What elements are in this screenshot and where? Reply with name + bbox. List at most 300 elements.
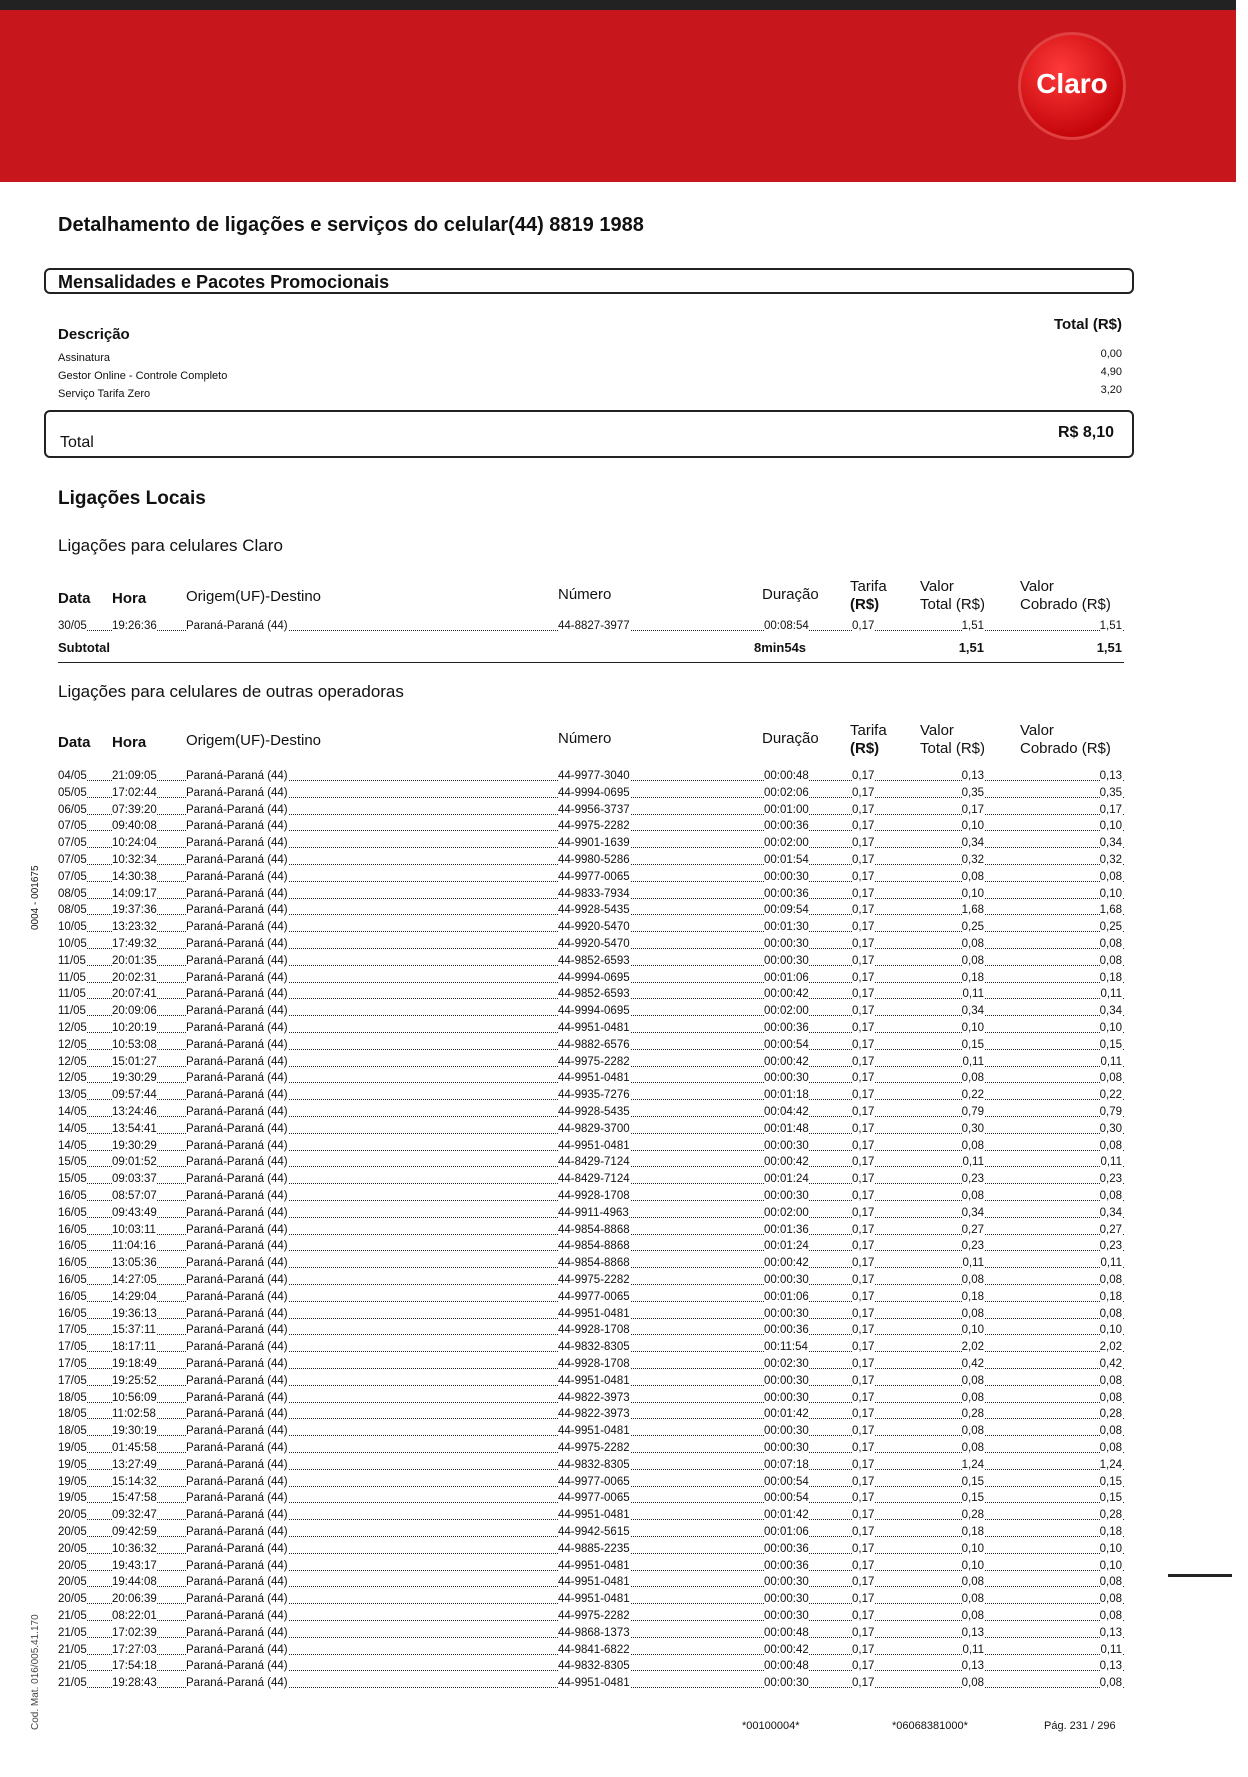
cell-time: 17:54:18 xyxy=(112,1660,157,1673)
cell-number: 44-9951-0481 xyxy=(558,1072,630,1085)
table-row xyxy=(58,1224,1124,1241)
cell-time: 10:24:04 xyxy=(112,837,157,850)
cell-number: 44-9841-6822 xyxy=(558,1643,630,1656)
cell-time: 07:39:20 xyxy=(112,803,157,816)
cell-rate: 0,17 xyxy=(852,1156,875,1169)
cell-charged: 0,10 xyxy=(1099,820,1122,833)
col-valor-total-2: Total (R$) xyxy=(920,740,986,757)
cell-date: 12/05 xyxy=(58,1072,87,1085)
footer-code-1: *00100004* xyxy=(742,1720,800,1732)
subtotal-label: Subtotal xyxy=(58,640,110,655)
col-data: Data xyxy=(58,734,91,751)
cell-time: 14:30:38 xyxy=(112,870,157,883)
cell-charged: 0,08 xyxy=(1099,1391,1122,1404)
col-tarifa: Tarifa xyxy=(850,722,887,739)
cell-date: 17/05 xyxy=(58,1341,87,1354)
cell-total: 0,34 xyxy=(961,1005,984,1018)
cell-total: 0,08 xyxy=(961,870,984,883)
cell-number: 44-9868-1373 xyxy=(558,1626,630,1639)
cell-route: Paraná-Paraná (44) xyxy=(186,1190,288,1202)
cell-rate: 0,17 xyxy=(852,1475,875,1488)
cell-rate: 0,17 xyxy=(852,1358,875,1370)
package-item-value: 3,20 xyxy=(1100,384,1122,396)
cell-rate: 0,17 xyxy=(852,1391,875,1404)
subtotal-rule xyxy=(58,662,1124,663)
cell-date: 20/05 xyxy=(58,1593,87,1606)
cell-route: Paraná-Paraná (44) xyxy=(186,1391,288,1404)
table-row xyxy=(58,854,1124,871)
cell-number: 44-9951-0481 xyxy=(558,1559,630,1572)
cell-route: Paraná-Paraná (44) xyxy=(186,1290,288,1303)
cell-number: 44-9854-8868 xyxy=(558,1223,630,1236)
cell-total: 0,08 xyxy=(961,1425,984,1438)
cell-total: 0,25 xyxy=(961,921,984,934)
cell-number: 44-9975-2282 xyxy=(558,1610,630,1622)
cell-time: 11:04:16 xyxy=(112,1240,156,1253)
subtotal-total: 1,51 xyxy=(958,640,984,655)
cell-total: 0,22 xyxy=(961,1089,984,1102)
cell-rate: 0,17 xyxy=(852,1240,875,1253)
cell-total: 0,08 xyxy=(961,1442,984,1454)
cell-rate: 0,17 xyxy=(852,1274,875,1286)
cell-charged: 0,08 xyxy=(1099,1677,1122,1690)
cell-time: 19:26:36 xyxy=(112,620,157,632)
cell-route: Paraná-Paraná (44) xyxy=(186,1576,288,1589)
cell-date: 20/05 xyxy=(58,1542,87,1555)
table-row xyxy=(58,1660,1124,1677)
package-item-label: Serviço Tarifa Zero xyxy=(58,388,151,400)
cell-route: Paraná-Paraná (44) xyxy=(186,1022,288,1034)
table-row xyxy=(58,1560,1124,1577)
cell-total: 0,11 xyxy=(962,1643,984,1656)
cell-route: Paraná-Paraná (44) xyxy=(186,1072,288,1085)
table-row xyxy=(58,1324,1124,1341)
cell-date: 18/05 xyxy=(58,1391,87,1404)
cell-route: Paraná-Paraná (44) xyxy=(186,786,288,799)
cell-duration: 00:01:42 xyxy=(764,1509,809,1522)
table-row xyxy=(58,1156,1124,1173)
cell-total: 0,11 xyxy=(962,1055,984,1068)
cell-rate: 0,17 xyxy=(852,1542,875,1555)
cell-time: 17:02:44 xyxy=(112,786,157,799)
table-row xyxy=(58,1123,1124,1140)
cell-total: 0,08 xyxy=(961,1307,984,1320)
table-row xyxy=(58,1341,1124,1358)
cell-rate: 0,17 xyxy=(852,938,875,950)
cell-route: Paraná-Paraná (44) xyxy=(186,1559,288,1572)
cell-time: 20:06:39 xyxy=(112,1593,157,1606)
cell-charged: 0,13 xyxy=(1099,770,1122,782)
table-row xyxy=(58,1005,1124,1022)
cell-number: 44-9920-5470 xyxy=(558,938,630,950)
cell-charged: 0,08 xyxy=(1099,954,1122,967)
cell-number: 44-9833-7934 xyxy=(558,887,630,900)
cell-route: Paraná-Paraná (44) xyxy=(186,770,288,782)
table-row xyxy=(58,1022,1124,1039)
cell-time: 19:37:36 xyxy=(112,904,157,917)
cell-route: Paraná-Paraná (44) xyxy=(186,1324,288,1337)
package-item-label: Gestor Online - Controle Completo xyxy=(58,370,228,382)
cell-number: 44-9832-8305 xyxy=(558,1458,630,1471)
cell-total: 0,18 xyxy=(961,971,984,984)
cell-duration: 00:00:54 xyxy=(764,1038,809,1051)
cell-charged: 0,10 xyxy=(1099,887,1122,900)
cell-charged: 1,51 xyxy=(1099,620,1122,632)
packages-total-box xyxy=(44,410,1134,458)
table-row xyxy=(58,904,1124,921)
cell-rate: 0,17 xyxy=(852,1089,875,1102)
package-item-value: 0,00 xyxy=(1100,348,1122,360)
cell-route: Paraná-Paraná (44) xyxy=(186,971,288,984)
page-number: Pág. 231 / 296 xyxy=(1044,1720,1116,1732)
cell-total: 0,08 xyxy=(961,1391,984,1404)
cell-time: 17:49:32 xyxy=(112,938,157,950)
cell-route: Paraná-Paraná (44) xyxy=(186,1274,288,1286)
cell-duration: 00:00:48 xyxy=(764,1660,809,1673)
cell-time: 09:40:08 xyxy=(112,820,157,833)
cell-date: 06/05 xyxy=(58,803,87,816)
cell-duration: 00:02:06 xyxy=(764,786,809,799)
cell-route: Paraná-Paraná (44) xyxy=(186,1106,288,1118)
cell-charged: 0,08 xyxy=(1099,1442,1122,1454)
cell-number: 44-9854-8868 xyxy=(558,1240,630,1253)
cell-charged: 0,18 xyxy=(1099,971,1122,984)
cell-rate: 0,17 xyxy=(852,954,875,967)
cell-duration: 00:07:18 xyxy=(764,1458,809,1471)
cell-date: 19/05 xyxy=(58,1475,87,1488)
cell-time: 09:32:47 xyxy=(112,1509,157,1522)
cell-charged: 0,42 xyxy=(1099,1358,1122,1370)
table-row xyxy=(58,972,1124,989)
cell-total: 0,18 xyxy=(961,1290,984,1303)
table-row xyxy=(58,1072,1124,1089)
cell-date: 21/05 xyxy=(58,1677,87,1690)
cell-total: 0,08 xyxy=(961,1576,984,1589)
cell-total: 0,30 xyxy=(961,1122,984,1135)
cell-duration: 00:01:36 xyxy=(764,1223,809,1236)
cell-route: Paraná-Paraná (44) xyxy=(186,1156,288,1169)
cell-time: 20:02:31 xyxy=(112,971,157,984)
cell-rate: 0,17 xyxy=(852,786,875,799)
table-row xyxy=(58,938,1124,955)
cell-rate: 0,17 xyxy=(852,1206,875,1219)
table-row xyxy=(58,1240,1124,1257)
cell-charged: 0,34 xyxy=(1099,1206,1122,1219)
cell-total: 0,28 xyxy=(961,1509,984,1522)
cell-charged: 0,79 xyxy=(1099,1106,1122,1118)
cell-route: Paraná-Paraná (44) xyxy=(186,988,288,1001)
cell-route: Paraná-Paraná (44) xyxy=(186,1240,288,1253)
cell-date: 20/05 xyxy=(58,1559,87,1572)
table-row xyxy=(58,988,1124,1005)
cell-charged: 0,28 xyxy=(1099,1408,1122,1421)
table-row xyxy=(58,1274,1124,1291)
cell-time: 13:54:41 xyxy=(112,1122,157,1135)
cell-number: 44-9829-3700 xyxy=(558,1122,630,1135)
cell-charged: 0,11 xyxy=(1100,1156,1122,1169)
cell-time: 21:09:05 xyxy=(112,770,157,782)
cell-duration: 00:00:42 xyxy=(764,1643,809,1656)
cell-rate: 0,17 xyxy=(852,1257,875,1270)
cell-charged: 0,11 xyxy=(1100,1257,1122,1270)
table-row xyxy=(58,1375,1124,1392)
cell-total: 1,24 xyxy=(961,1458,984,1471)
cell-route: Paraná-Paraná (44) xyxy=(186,921,288,934)
cell-rate: 0,17 xyxy=(852,770,875,782)
claro-logo xyxy=(1018,32,1126,140)
cell-route: Paraná-Paraná (44) xyxy=(186,904,288,917)
cell-route: Paraná-Paraná (44) xyxy=(186,1257,288,1270)
cell-rate: 0,17 xyxy=(852,837,875,850)
cell-total: 0,35 xyxy=(961,786,984,799)
cell-date: 18/05 xyxy=(58,1408,87,1421)
cell-rate: 0,17 xyxy=(852,1526,875,1538)
cell-total: 0,10 xyxy=(961,1542,984,1555)
cell-time: 19:43:17 xyxy=(112,1559,157,1572)
cell-number: 44-9977-0065 xyxy=(558,1475,630,1488)
cell-date: 11/05 xyxy=(58,971,86,984)
table-row xyxy=(58,871,1124,888)
cell-duration: 00:00:30 xyxy=(764,1391,809,1404)
claro-calls-title: Ligações para celulares Claro xyxy=(58,536,283,555)
cell-date: 19/05 xyxy=(58,1492,87,1505)
cell-charged: 0,28 xyxy=(1099,1509,1122,1522)
cell-duration: 00:04:42 xyxy=(764,1106,809,1118)
cell-number: 44-9975-2282 xyxy=(558,1055,630,1068)
cell-number: 44-9901-1639 xyxy=(558,837,630,850)
cell-route: Paraná-Paraná (44) xyxy=(186,820,288,833)
brand-name: Claro xyxy=(1036,68,1108,99)
section-local-calls: Ligações Locais xyxy=(58,488,206,509)
cell-total: 0,42 xyxy=(961,1358,984,1370)
col-origem: Origem(UF)-Destino xyxy=(186,732,322,749)
cell-duration: 00:00:42 xyxy=(764,1257,809,1270)
cell-route: Paraná-Paraná (44) xyxy=(186,1223,288,1236)
cell-total: 0,18 xyxy=(961,1526,984,1538)
cell-number: 44-9994-0695 xyxy=(558,786,630,799)
cell-rate: 0,17 xyxy=(852,1576,875,1589)
cell-time: 18:17:11 xyxy=(112,1341,156,1354)
cell-date: 11/05 xyxy=(58,954,86,967)
cell-charged: 2,02 xyxy=(1099,1341,1122,1354)
cell-route: Paraná-Paraná (44) xyxy=(186,1542,288,1555)
subtotal-charged: 1,51 xyxy=(1096,640,1122,655)
cell-rate: 0,17 xyxy=(852,1442,875,1454)
cell-duration: 00:00:30 xyxy=(764,1274,809,1286)
cell-date: 16/05 xyxy=(58,1290,87,1303)
cell-total: 0,11 xyxy=(962,988,984,1001)
cell-date: 16/05 xyxy=(58,1257,87,1270)
cell-date: 21/05 xyxy=(58,1660,87,1673)
cell-route: Paraná-Paraná (44) xyxy=(186,1005,288,1018)
cell-time: 09:43:49 xyxy=(112,1206,157,1219)
cell-charged: 0,18 xyxy=(1099,1290,1122,1303)
cell-total: 0,23 xyxy=(961,1173,984,1186)
cell-duration: 00:00:30 xyxy=(764,1374,809,1387)
cell-route: Paraná-Paraná (44) xyxy=(186,620,288,632)
cell-date: 30/05 xyxy=(58,620,87,632)
cell-charged: 1,24 xyxy=(1099,1458,1122,1471)
cell-time: 20:09:06 xyxy=(112,1005,157,1018)
cell-time: 13:24:46 xyxy=(112,1106,157,1118)
cell-rate: 0,17 xyxy=(852,1122,875,1135)
cell-number: 44-9975-2282 xyxy=(558,1274,630,1286)
cell-duration: 00:00:36 xyxy=(764,1324,809,1337)
cell-date: 17/05 xyxy=(58,1374,87,1387)
cell-route: Paraná-Paraná (44) xyxy=(186,1458,288,1471)
cell-date: 12/05 xyxy=(58,1055,87,1068)
table-row xyxy=(58,1425,1124,1442)
cell-date: 07/05 xyxy=(58,820,87,833)
cell-charged: 0,17 xyxy=(1099,803,1122,816)
cell-rate: 0,17 xyxy=(852,1610,875,1622)
table-row xyxy=(58,888,1124,905)
cell-time: 20:01:35 xyxy=(112,954,157,967)
cell-duration: 00:00:42 xyxy=(764,988,809,1001)
cell-duration: 00:00:30 xyxy=(764,1442,809,1454)
cell-total: 0,10 xyxy=(961,1559,984,1572)
cell-charged: 0,15 xyxy=(1099,1492,1122,1505)
cell-duration: 00:00:30 xyxy=(764,1593,809,1606)
cell-route: Paraná-Paraná (44) xyxy=(186,1374,288,1387)
cell-date: 17/05 xyxy=(58,1324,87,1337)
total-value: R$ 8,10 xyxy=(1057,424,1114,441)
table-row xyxy=(58,620,1124,637)
cell-date: 14/05 xyxy=(58,1139,87,1152)
cell-total: 0,08 xyxy=(961,954,984,967)
cell-route: Paraná-Paraná (44) xyxy=(186,1425,288,1438)
cell-charged: 0,10 xyxy=(1099,1542,1122,1555)
table-row xyxy=(58,770,1124,787)
cell-time: 19:30:29 xyxy=(112,1072,157,1085)
cell-date: 21/05 xyxy=(58,1626,87,1639)
cell-time: 13:23:32 xyxy=(112,921,157,934)
cell-rate: 0,17 xyxy=(852,1038,875,1051)
cell-rate: 0,17 xyxy=(852,1593,875,1606)
cell-route: Paraná-Paraná (44) xyxy=(186,1139,288,1152)
cell-charged: 0,27 xyxy=(1099,1223,1122,1236)
cell-route: Paraná-Paraná (44) xyxy=(186,1475,288,1488)
cell-number: 44-9977-0065 xyxy=(558,1290,630,1303)
cell-time: 19:44:08 xyxy=(112,1576,157,1589)
cell-date: 21/05 xyxy=(58,1610,87,1622)
col-duracao: Duração xyxy=(762,730,819,747)
cell-date: 08/05 xyxy=(58,904,87,917)
table-row xyxy=(58,1291,1124,1308)
cell-date: 20/05 xyxy=(58,1509,87,1522)
cell-rate: 0,17 xyxy=(852,904,875,917)
cell-number: 44-9822-3973 xyxy=(558,1408,630,1421)
cell-rate: 0,17 xyxy=(852,1509,875,1522)
side-code: 0004 - 001675 xyxy=(30,865,41,930)
cell-date: 07/05 xyxy=(58,870,87,883)
cell-duration: 00:01:06 xyxy=(764,1290,809,1303)
cell-route: Paraná-Paraná (44) xyxy=(186,1492,288,1505)
cell-total: 0,08 xyxy=(961,1610,984,1622)
cell-total: 0,11 xyxy=(962,1156,984,1169)
col-valor-total: Valor xyxy=(920,578,954,595)
cell-duration: 00:00:30 xyxy=(764,1190,809,1202)
cell-route: Paraná-Paraná (44) xyxy=(186,1122,288,1135)
col-valor-cobrado: Valor xyxy=(1020,722,1054,739)
cell-number: 44-9951-0481 xyxy=(558,1576,630,1589)
cell-date: 18/05 xyxy=(58,1425,87,1438)
footer-code-2: *06068381000* xyxy=(892,1720,968,1732)
cell-rate: 0,17 xyxy=(852,1005,875,1018)
cell-route: Paraná-Paraná (44) xyxy=(186,1643,288,1656)
cell-rate: 0,17 xyxy=(852,820,875,833)
cell-total: 0,10 xyxy=(961,1324,984,1337)
packages-heading-box xyxy=(44,268,1134,294)
cell-duration: 00:00:30 xyxy=(764,1677,809,1690)
cell-date: 05/05 xyxy=(58,786,87,799)
cell-charged: 0,08 xyxy=(1099,1139,1122,1152)
table-row xyxy=(58,1190,1124,1207)
table-row xyxy=(58,1089,1124,1106)
cell-total: 0,10 xyxy=(961,887,984,900)
cell-charged: 1,68 xyxy=(1099,904,1122,917)
table-row xyxy=(58,1358,1124,1375)
cell-rate: 0,17 xyxy=(852,1290,875,1303)
cell-number: 44-9980-5286 xyxy=(558,854,630,866)
cell-number: 44-9951-0481 xyxy=(558,1374,630,1387)
cell-rate: 0,17 xyxy=(852,803,875,816)
col-valor-total: Valor xyxy=(920,722,954,739)
cell-rate: 0,17 xyxy=(852,854,875,866)
cell-date: 17/05 xyxy=(58,1358,87,1370)
cell-charged: 0,10 xyxy=(1099,1022,1122,1034)
cell-time: 10:03:11 xyxy=(112,1223,156,1236)
cell-number: 44-9977-0065 xyxy=(558,1492,630,1505)
cell-time: 14:27:05 xyxy=(112,1274,157,1286)
cell-rate: 0,17 xyxy=(852,1324,875,1337)
cell-time: 11:02:58 xyxy=(112,1408,156,1421)
cell-number: 44-9832-8305 xyxy=(558,1341,630,1354)
cell-total: 0,08 xyxy=(961,1190,984,1202)
cell-duration: 00:00:30 xyxy=(764,1139,809,1152)
cell-charged: 0,23 xyxy=(1099,1240,1122,1253)
cell-time: 15:37:11 xyxy=(112,1324,156,1337)
table-row xyxy=(58,1526,1124,1543)
cell-charged: 0,34 xyxy=(1099,837,1122,850)
cell-total: 0,34 xyxy=(961,1206,984,1219)
cell-total: 0,08 xyxy=(961,938,984,950)
cell-rate: 0,17 xyxy=(852,1626,875,1639)
desc-header: Descrição xyxy=(58,326,130,343)
cell-rate: 0,17 xyxy=(852,1643,875,1656)
cell-number: 44-9977-3040 xyxy=(558,770,630,782)
cell-duration: 00:00:30 xyxy=(764,954,809,967)
table-row xyxy=(58,1173,1124,1190)
table-row xyxy=(58,1543,1124,1560)
cell-number: 44-9951-0481 xyxy=(558,1593,630,1606)
col-tarifa-unit: (R$) xyxy=(850,596,880,613)
cell-time: 15:14:32 xyxy=(112,1475,157,1488)
cell-rate: 0,17 xyxy=(852,887,875,900)
cell-duration: 00:01:48 xyxy=(764,1122,809,1135)
cell-total: 0,08 xyxy=(961,1374,984,1387)
cell-charged: 0,08 xyxy=(1099,1425,1122,1438)
cell-duration: 00:09:54 xyxy=(764,904,809,917)
table-row xyxy=(58,1106,1124,1123)
cell-date: 04/05 xyxy=(58,770,87,782)
cell-total: 0,28 xyxy=(961,1408,984,1421)
cell-number: 44-9975-2282 xyxy=(558,820,630,833)
cell-date: 16/05 xyxy=(58,1223,87,1236)
cell-number: 44-8429-7124 xyxy=(558,1173,630,1186)
cell-time: 14:29:04 xyxy=(112,1290,157,1303)
table-row xyxy=(58,1593,1124,1610)
